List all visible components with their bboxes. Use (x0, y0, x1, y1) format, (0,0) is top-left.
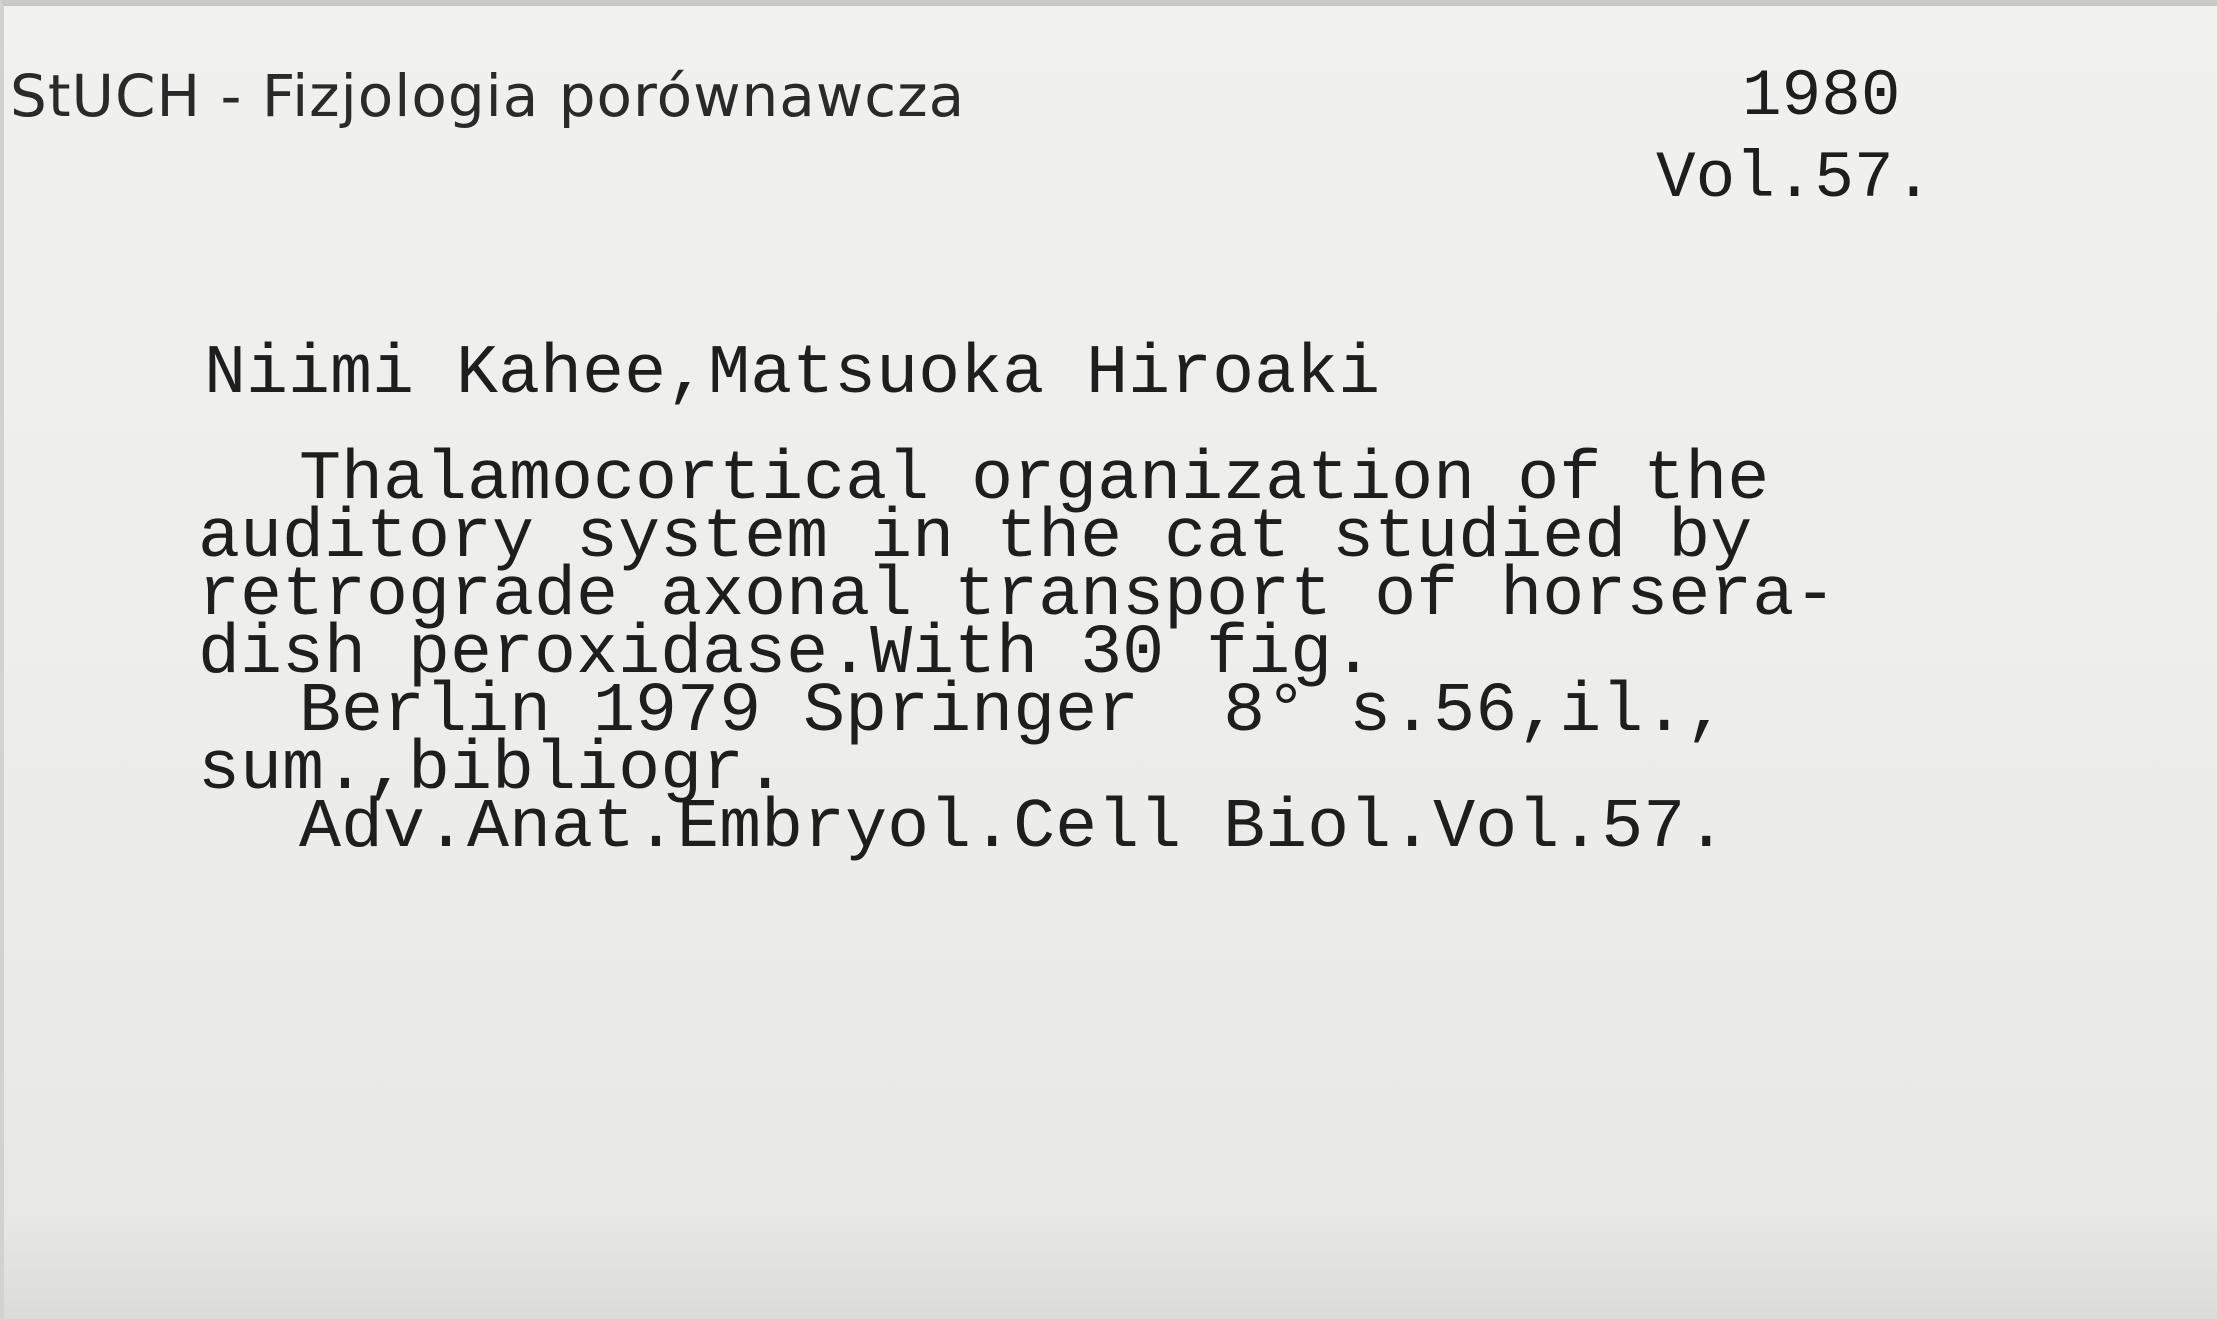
volume: Vol.57. (1656, 141, 1934, 216)
authors: Niimi Kahee,Matsuoka Hiroaki (204, 335, 1381, 414)
handwritten-heading: StUCH - Fizjologia porównawcza (10, 62, 966, 130)
title-line: dish peroxidase.With 30 fig. (198, 615, 1375, 694)
title-line: Thalamocortical organization of the (299, 441, 1770, 520)
imprint-line: Berlin 1979 Springer 8° s.56,il., (299, 673, 1728, 752)
card-body (198, 335, 2104, 868)
series-line: Adv.Anat.Embryol.Cell Biol.Vol.57. (299, 789, 1728, 868)
year: 1980 (1742, 59, 1901, 134)
imprint-line: sum.,bibliogr. (198, 731, 787, 810)
title-line: retrograde axonal transport of horsera- (198, 557, 1837, 636)
title-line: auditory system in the cat studied by (198, 499, 1753, 578)
